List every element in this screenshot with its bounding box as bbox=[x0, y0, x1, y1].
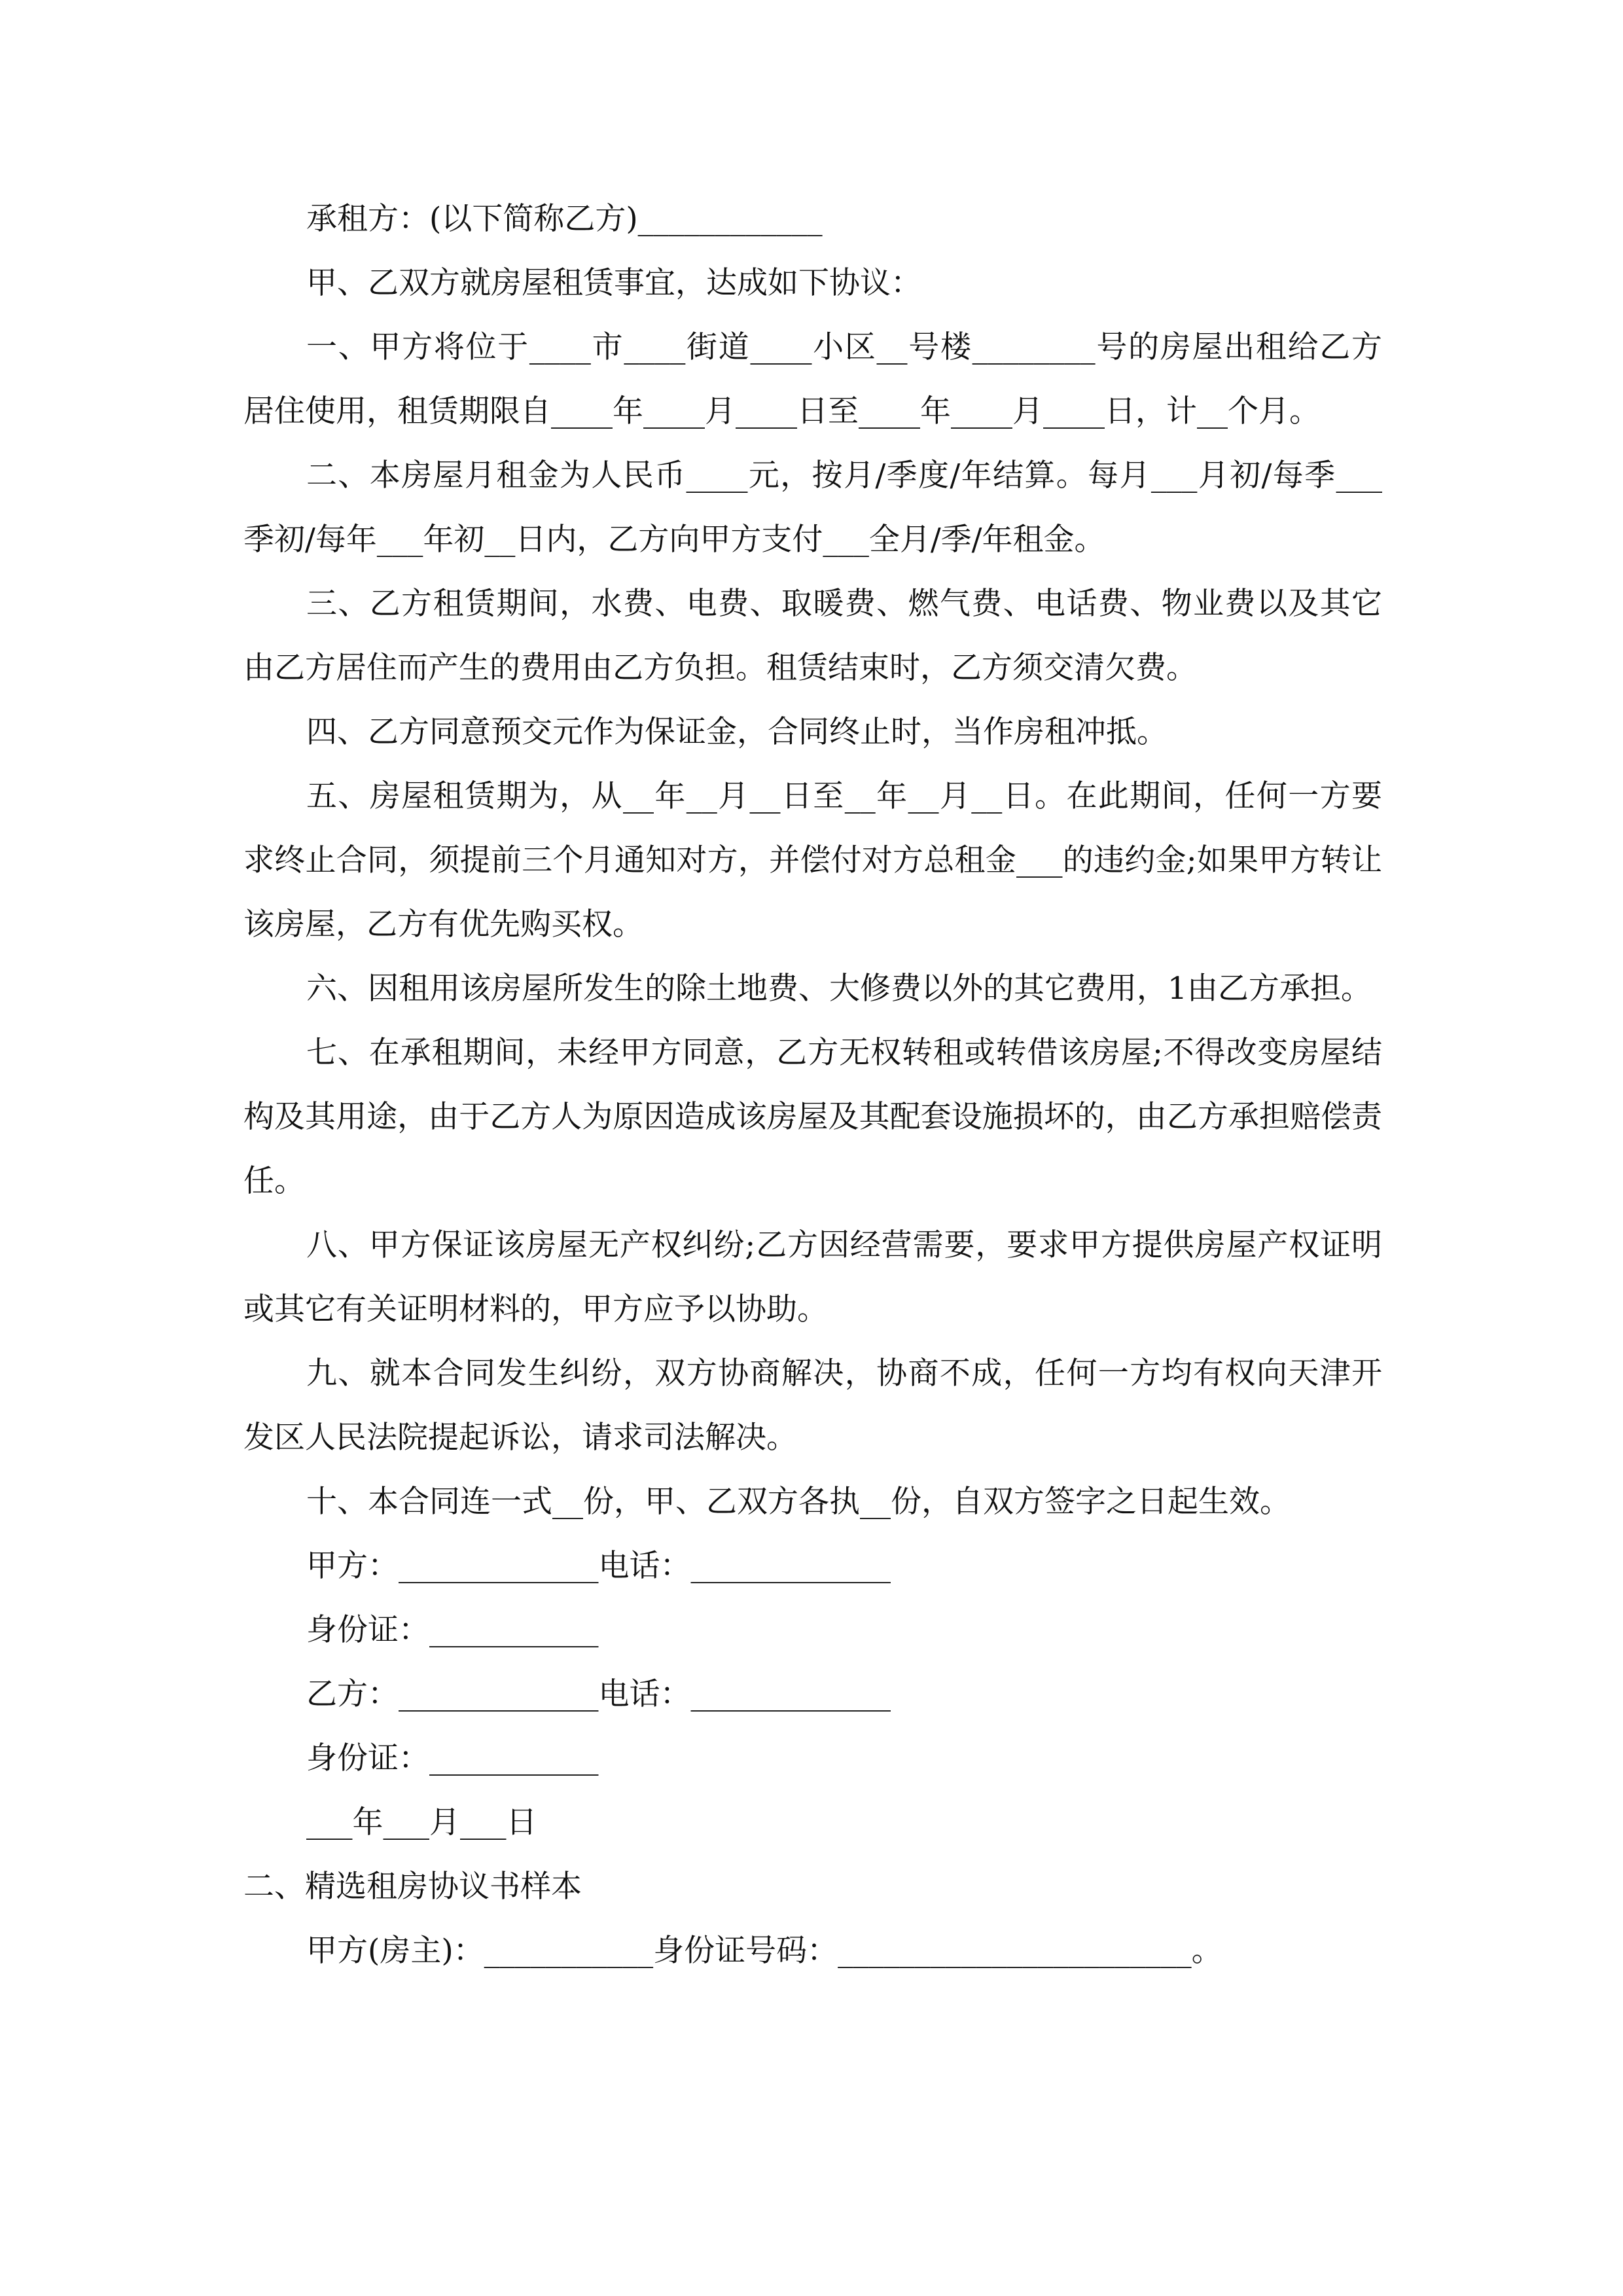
document-body bbox=[243, 187, 1382, 1983]
clause-1: 一、甲方将位于____市____街道____小区__号楼________号的房屋出租给乙方居住使用，租赁期限自____年____月____日至____年____月____日，计__个月。 bbox=[243, 329, 1382, 429]
clause-3: 三、乙方租赁期间，水费、电费、取暖费、燃气费、电话费、物业费以及其它由乙方居住而产生的费用由乙方负担。租赁结束时，乙方须交清欠费。 bbox=[243, 586, 1382, 686]
clause-5: 五、房屋租赁期为，从__年__月__日至__年__月__日。在此期间，任何一方要求终止合同，须提前三个月通知对方，并偿付对方总租金___的违约金;如果甲方转让该房屋，乙方有优先购买权。 bbox=[243, 778, 1382, 942]
clause-7: 七、在承租期间，未经甲方同意，乙方无权转租或转借该房屋;不得改变房屋结构及其用途，由于乙方人为原因造成该房屋及其配套设施损坏的，由乙方承担赔偿责任。 bbox=[243, 1035, 1382, 1199]
clause-10: 十、本合同连一式__份，甲、乙双方各执__份，自双方签字之日起生效。 bbox=[306, 1484, 1291, 1520]
party-b-id-line: 身份证：___________ bbox=[306, 1740, 599, 1776]
clause-2: 二、本房屋月租金为人民币____元，按月/季度/年结算。每月___月初/每季___季初/每年___年初__日内，乙方向甲方支付___全月/季/年租金。 bbox=[243, 457, 1382, 558]
date-line: ___年___月___日 bbox=[306, 1804, 537, 1840]
clause-6: 六、因租用该房屋所发生的除土地费、大修费以外的其它费用，1由乙方承担。 bbox=[306, 971, 1372, 1007]
clause-8: 八、甲方保证该房屋无产权纠纷;乙方因经营需要，要求甲方提供房屋产权证明或其它有关证明材料的，甲方应予以协助。 bbox=[243, 1227, 1382, 1327]
party-a-signature-line: 甲方：_____________电话：_____________ bbox=[306, 1548, 891, 1584]
agreement-intro: 甲、乙双方就房屋租赁事宜，达成如下协议： bbox=[306, 265, 921, 301]
clause-9: 九、就本合同发生纠纷，双方协商解决，协商不成，任何一方均有权向天津开发区人民法院提起诉讼，请求司法解决。 bbox=[243, 1355, 1382, 1456]
lessee-line: 承租方：(以下简称乙方)____________ bbox=[306, 201, 823, 237]
clause-4: 四、乙方同意预交元作为保证金，合同终止时，当作房租冲抵。 bbox=[306, 714, 1168, 750]
landlord-line: 甲方(房主)：___________身份证号码：_______________________。 bbox=[306, 1933, 1222, 1969]
party-b-signature-line: 乙方：_____________电话：_____________ bbox=[306, 1676, 891, 1712]
party-a-id-line: 身份证：___________ bbox=[306, 1612, 599, 1648]
section-heading: 二、精选租房协议书样本 bbox=[243, 1869, 582, 1905]
